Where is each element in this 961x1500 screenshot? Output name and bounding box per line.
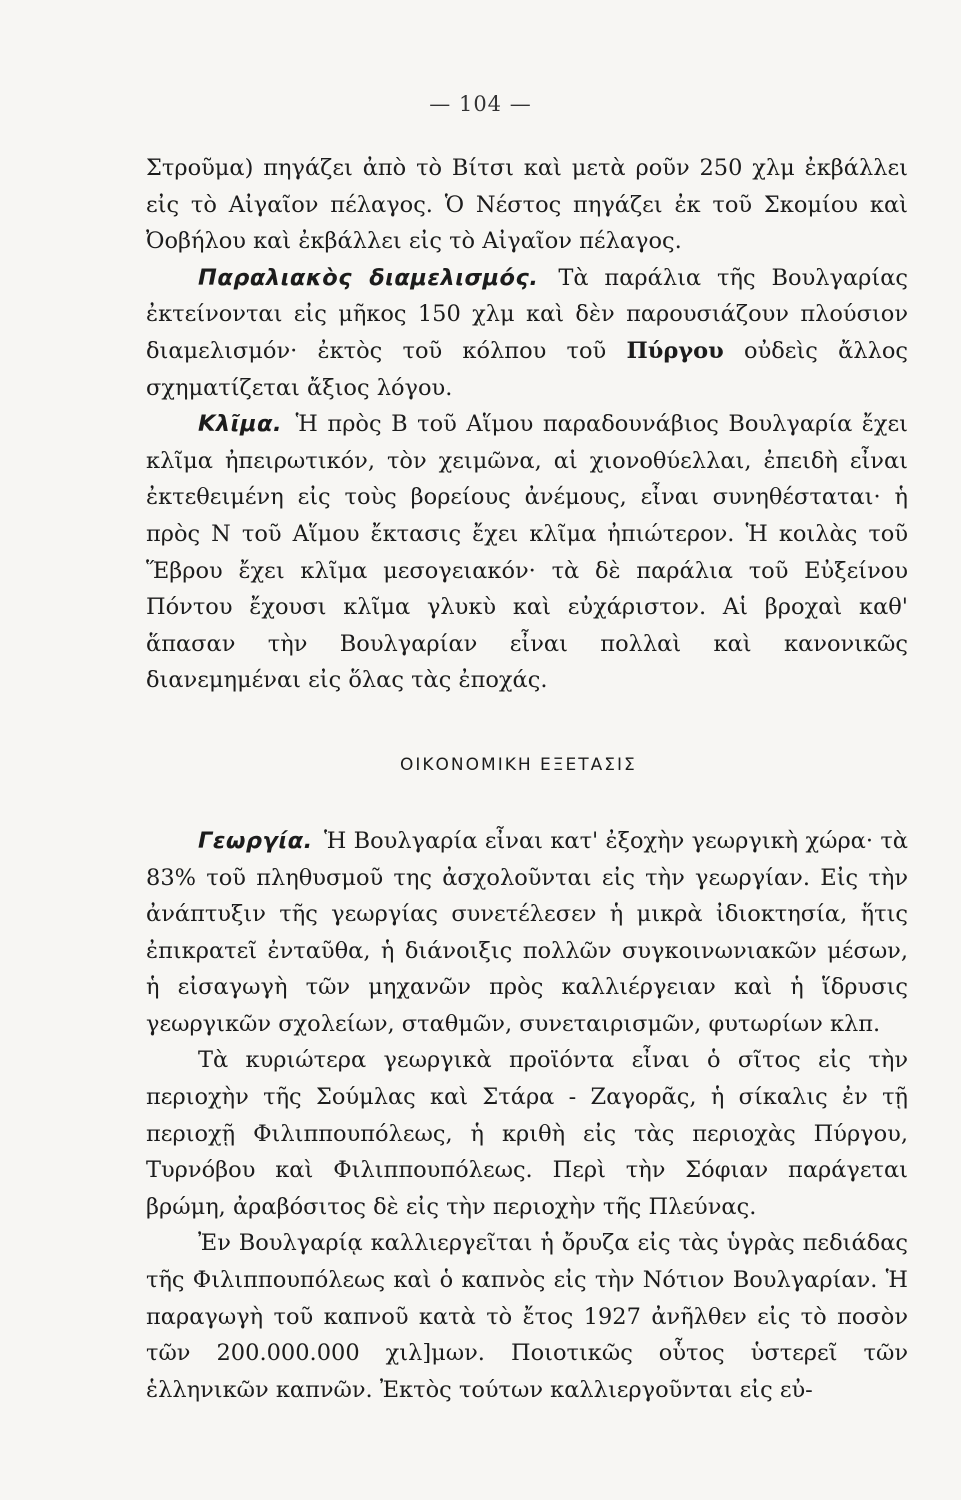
page-number: — 104 — — [429, 92, 532, 116]
paragraph-agriculture — [146, 823, 908, 1043]
coastline-heading: Παραλιακὸς διαμελισμός. — [198, 264, 539, 291]
paragraph-coastline — [146, 260, 908, 406]
coastline-end: οὐδεὶς ἄλλος σχηματίζεται ἄξιος λόγου. — [146, 337, 908, 401]
body-text — [146, 150, 908, 1408]
paragraph-rivers: Στροῦμα) πηγάζει ἀπὸ τὸ Βίτσι καὶ μετὰ ροῦν 250 χλμ ἐκβάλλει εἰς τὸ Αἰγαῖον πέλαγος. Ὁ Νέστος πηγάζει ἐκ τοῦ Σκομίου καὶ Ὀοβήλου καὶ ἐκβάλλει εἰς τὸ Αἰγαῖον πέλαγος. — [146, 155, 908, 255]
agriculture-text: Ἡ Βουλγαρία εἶναι κατ' ἐξοχὴν γεωργικὴ χώρα· τὰ 83% τοῦ πληθυσμοῦ της ἀσχολοῦνται εἰς τὴν γεωργίαν. Εἰς τὴν ἀνάπτυξιν τῆς γεωργίας συνετέλεσεν ἡ μικρὰ ἰδιοκτησία, ἥτις ἐπικρατεῖ ἐνταῦθα, ἡ διάνοιξις πολλῶν συγκοινωνιακῶν μέσων, ἡ εἰσαγωγὴ τῶν μηχανῶν πρὸς καλλιέργειαν καὶ ἡ ἵδρυσις γεωργικῶν σχολείων, σταθμῶν, συνεταιρισμῶν, φυτωρίων κλπ. — [146, 827, 908, 1037]
paragraph-products: Τὰ κυριώτερα γεωργικὰ προϊόντα εἶναι ὁ σῖτος εἰς τὴν περιοχὴν τῆς Σούμλας καὶ Στάρα - Ζαγορᾶς, ἡ σίκαλις ἐν τῇ περιοχῇ Φιλιππουπόλεως, ἡ κριθὴ εἰς τὰς περιοχὰς Πύργου, Τυρνόβου καὶ Φιλιππουπόλεως. Περὶ τὴν Σόφιαν παράγεται βρώμη, ἀραβόσιτος δὲ εἰς τὴν περιοχὴν τῆς Πλεύνας. — [146, 1047, 908, 1220]
paragraph-rice-tobacco: Ἐν Βουλγαρίᾳ καλλιεργεῖται ἡ ὄρυζα εἰς τὰς ὑγρὰς πεδιάδας τῆς Φιλιππουπόλεως καὶ ὁ καπνὸς εἰς τὴν Νότιον Βουλγαρίαν. Ἡ παραγωγὴ τοῦ καπνοῦ κατὰ τὸ ἔτος 1927 ἀνῆλθεν εἰς τὸ ποσὸν τῶν 200.000.000 χιλ]μων. Ποιοτικῶς οὗτος ὑστερεῖ τῶν ἑλληνικῶν καπνῶν. Ἐκτὸς τούτων καλλιεργοῦνται εἰς εὐ- — [146, 1230, 908, 1403]
agriculture-heading: Γεωργία. — [198, 827, 313, 854]
coastline-text: Τὰ παράλια τῆς Βουλγαρίας ἐκτείνονται εἰς μῆκος 150 χλμ καὶ δὲν παρουσιάζουν πλούσιον διαμελισμόν· ἐκτὸς τοῦ κόλπου τοῦ — [146, 264, 908, 364]
climate-heading: Κλῖμα. — [198, 411, 283, 438]
climate-text: Ἡ πρὸς Β τοῦ Αἵμου παραδουνάβιος Βουλγαρία ἔχει κλῖμα ἠπειρωτικόν, τὸν χειμῶνα, αἱ χιονοθύελλαι, ἐπειδὴ εἶναι ἐκτεθειμένη εἰς τοὺς βορείους ἀνέμους, εἶναι συνηθέσταται· ἡ πρὸς Ν τοῦ Αἵμου ἔκτασις ἔχει κλῖμα ἠπιώτερον. Ἡ κοιλὰς τοῦ Ἕβρου ἔχει κλῖμα μεσογειακόν· τὰ δὲ παράλια τοῦ Εὐξείνου Πόντου ἔχουσι κλῖμα γλυκὺ καὶ εὐχάριστον. Αἱ βροχαὶ καθ' ἅπασαν τὴν Βουλγαρίαν εἶναι πολλαὶ καὶ κανονικῶς διανεμημέναι εἰς ὅλας τὰς ἐποχάς. — [146, 411, 908, 694]
section-title: ΟΙΚΟΝΟΜΙΚΗ ΕΞΕΤΑΣΙΣ — [400, 754, 637, 775]
coastline-bold-name: Πύργου — [626, 337, 724, 364]
paragraph-climate — [146, 406, 908, 699]
